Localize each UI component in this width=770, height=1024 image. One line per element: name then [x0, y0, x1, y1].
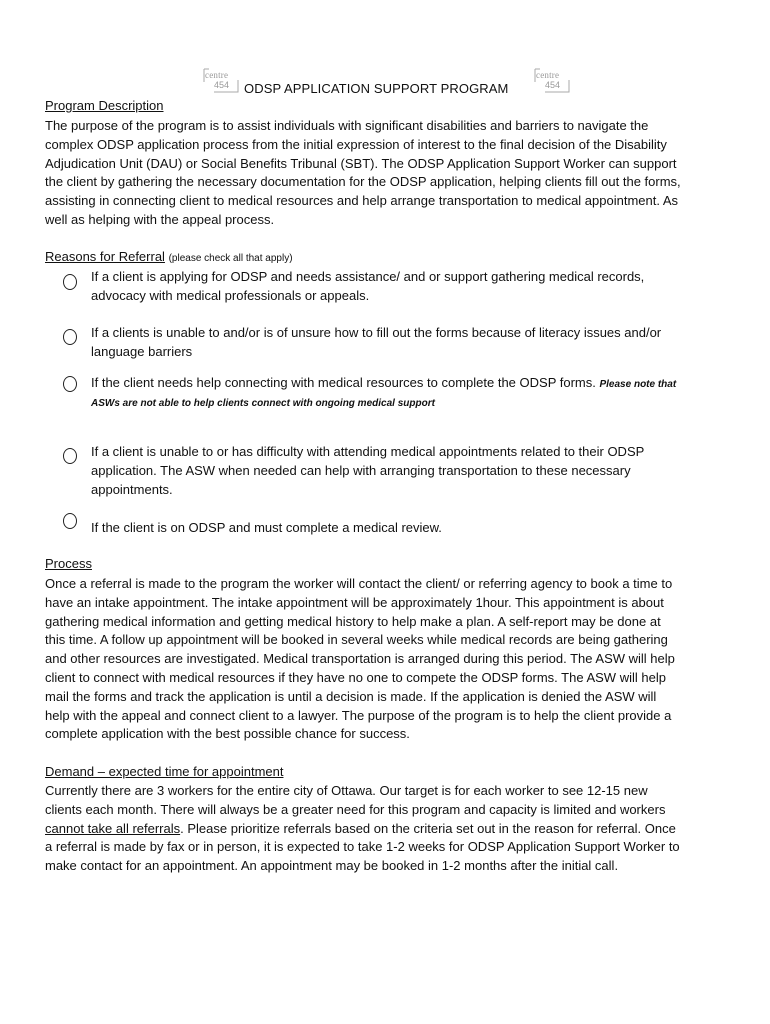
option-line: If a clients is unable to and/or is of unsure how to fill out the forms because of literacy issues and/or [91, 325, 662, 340]
process-text [45, 575, 725, 744]
option-line: If a client is applying for ODSP and needs assistance/ and or support gathering medical records, [91, 269, 645, 284]
program-description-heading: Program Description [45, 98, 164, 113]
logo-text-top: centre [536, 70, 560, 80]
description-line: Adjudication Unit (DAU) or Social Benefits Tribunal (SBT). The ODSP Application Support Worker can support [45, 155, 677, 171]
logo-text-bottom: 454 [545, 80, 561, 90]
option-line: language barriers [91, 344, 193, 359]
process-line: have an intake appointment. The intake appointment will be approximately 1hour. This appointment is about [45, 594, 664, 610]
process-line: and other resources are investigated. Medical transportation is arranged during this period. The ASW will help [45, 651, 675, 667]
referral-option-5-radio[interactable] [63, 513, 77, 529]
centre-454-logo-left [202, 66, 240, 94]
process-line: Once a referral is made to the program the worker will contact the client/ or referring agency to book a time to [45, 576, 673, 591]
demand-text [45, 782, 725, 876]
option-line: If the client is on ODSP and must complete a medical review. [91, 520, 442, 535]
process-line: mail the forms and track the application is until a decision is made. If the application is denied the ASW will [45, 688, 657, 704]
page-title: ODSP APPLICATION SUPPORT PROGRAM [244, 81, 509, 96]
description-line: The purpose of the program is to assist individuals with significant disabilities and barriers to navigate the [45, 118, 649, 133]
option-line: appointments. [91, 482, 173, 497]
referral-option-1-label [91, 267, 731, 305]
process-line: gathering medical information and getting medical history to help make a plan. A self-report may be done at [45, 613, 661, 629]
referral-option-5-label [91, 518, 731, 537]
referral-option-4-radio[interactable] [63, 448, 77, 464]
option-line: advocacy with medical professionals or appeals. [91, 288, 370, 303]
demand-line: Currently there are 3 workers for the entire city of Ottawa. Our target is for each worker to see 12-15 new [45, 783, 648, 798]
reasons-for-referral-heading [45, 249, 293, 264]
logo-text-bottom: 454 [214, 80, 230, 90]
demand-line [45, 820, 725, 839]
option-3-note-line: ASWs are not able to help clients connect with ongoing medical support [91, 398, 435, 409]
option-line: If the client needs help connecting with medical resources to complete the ODSP forms. [91, 375, 596, 390]
description-line: well as helping with the appeal process. [45, 211, 275, 227]
logo-text-top: centre [205, 70, 229, 80]
option-line: If a client is unable to or has difficulty with attending medical appointments related to their ODSP [91, 444, 645, 459]
process-line: this time. A follow up appointment will be booked in several weeks while medical records are being gathering [45, 632, 668, 648]
process-heading: Process [45, 556, 92, 571]
referral-option-1-radio[interactable] [63, 274, 77, 290]
referral-option-4-label [91, 442, 731, 499]
option-line: application. The ASW when needed can help with arranging transportation to these necessary [91, 463, 631, 478]
reasons-heading-note: (please check all that apply) [168, 253, 293, 264]
demand-line-rest: . Please prioritize referrals based on the criteria set out in the reason for referral. Once [180, 820, 676, 836]
description-line: the client by gathering the necessary documentation for the ODSP application, helping clients fill out the forms, [45, 174, 681, 190]
program-description-text [45, 117, 725, 230]
centre-454-logo-right [533, 66, 571, 94]
demand-line: make contact for an appointment. An appointment may be booked in 1-2 months after the initial call. [45, 858, 619, 874]
cannot-take-all-referrals: cannot take all referrals [45, 820, 181, 836]
description-line: complex ODSP application process from the initial expression of interest to the final decision of the Disability [45, 136, 667, 152]
demand-line: a referral is made by fax or in person, it is expected to take 1-2 weeks for ODSP Application Support Worker to [45, 839, 680, 855]
referral-option-2-label [91, 323, 731, 361]
referral-option-3-radio[interactable] [63, 376, 77, 392]
description-line: assisting in connecting client to medical resources and help arrange transportation to medical appointment. As [45, 193, 679, 209]
process-line: help with the appeal and connect client to a lawyer. The purpose of the program is to help the client provide a [45, 707, 672, 723]
process-line: complete application with the best possible chance for success. [45, 726, 410, 742]
referral-option-3-label [91, 373, 731, 394]
demand-line: clients each month. There will always be a greater need for this program and capacity is limited and workers [45, 801, 666, 817]
option-3-note-inline: Please note that [599, 379, 677, 390]
process-line: client to connect with medical resources if they have no one to compete the ODSP forms. The ASW will help [45, 669, 666, 685]
referral-option-2-radio[interactable] [63, 329, 77, 345]
reasons-heading-text: Reasons for Referral [45, 249, 165, 264]
demand-heading: Demand – expected time for appointment [45, 764, 284, 779]
